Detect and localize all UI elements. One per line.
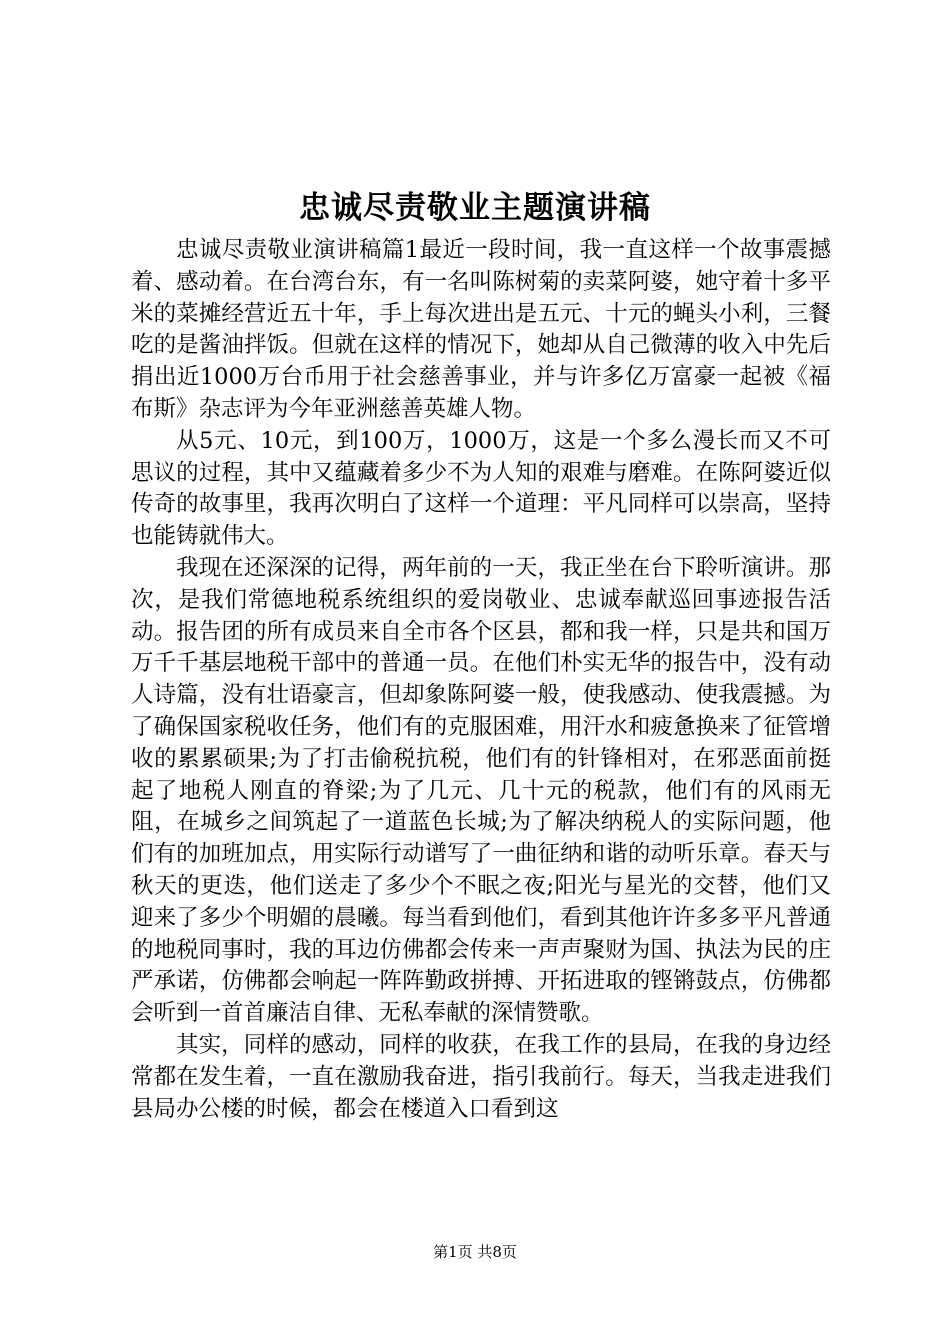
- document-body: [131, 235, 831, 1125]
- page-footer: 第1页 共8页: [433, 1243, 517, 1261]
- paragraph: 我现在还深深的记得，两年前的一天，我正坐在台下聆听演讲。那次，是我们常德地税系统组织的爱岗敬业、忠诚奉献巡回事迹报告活动。报告团的所有成员来自全市各个区县，都和我一样，只是共和国万万千千基层地税干部中的普通一员。在他们朴实无华的报告中，没有动人诗篇，没有壮语豪言，但却象陈阿婆一般，使我感动、使我震撼。为了确保国家税收任务，他们有的克服困难，用汗水和疲惫换来了征管增收的累累硕果;为了打击偷税抗税，他们有的针锋相对，在邪恶面前挺起了地税人刚直的脊梁;为了几元、几十元的税款，他们有的风雨无阻，在城乡之间筑起了一道蓝色长城;为了解决纳税人的实际问题，他们有的加班加点，用实际行动谱写了一曲征纳和谐的动听乐章。春天与秋天的更迭，他们送走了多少个不眠之夜;阳光与星光的交替，他们又迎来了多少个明媚的晨曦。每当看到他们，看到其他许许多多平凡普通的地税同事时，我的耳边仿佛都会传来一声声聚财为国、执法为民的庄严承诺，仿佛都会响起一阵阵勤政拼搏、开拓进取的铿锵鼓点，仿佛都会听到一首首廉洁自律、无私奉献的深情赞歌。: [131, 554, 831, 1027]
- paragraph: 忠诚尽责敬业演讲稿篇1最近一段时间，我一直这样一个故事震撼着、感动着。在台湾台东，有一名叫陈树菊的卖菜阿婆，她守着十多平米的菜摊经营近五十年，手上每次进出是五元、十元的蝇头小利，三餐吃的是酱油拌饭。但就在这样的情况下，她却从自己微薄的收入中先后捐出近1000万台币用于社会慈善事业，并与许多亿万富豪一起被《福布斯》杂志评为今年亚洲慈善英雄人物。: [131, 237, 831, 422]
- paragraph: 其实，同样的感动，同样的收获，在我工作的县局，在我的身边经常都在发生着，一直在激励我奋进，指引我前行。每天，当我走进我们县局办公楼的时候，都会在楼道入口看到这: [131, 1031, 831, 1122]
- document-title: 忠诚尽责敬业主题演讲稿: [299, 190, 651, 226]
- paragraph: 从5元、10元，到100万，1000万，这是一个多么漫长而又不可思议的过程，其中又蕴藏着多少不为人知的艰难与磨难。在陈阿婆近似传奇的故事里，我再次明白了这样一个道理：平凡同样可以崇高，坚持也能铸就伟大。: [131, 427, 831, 550]
